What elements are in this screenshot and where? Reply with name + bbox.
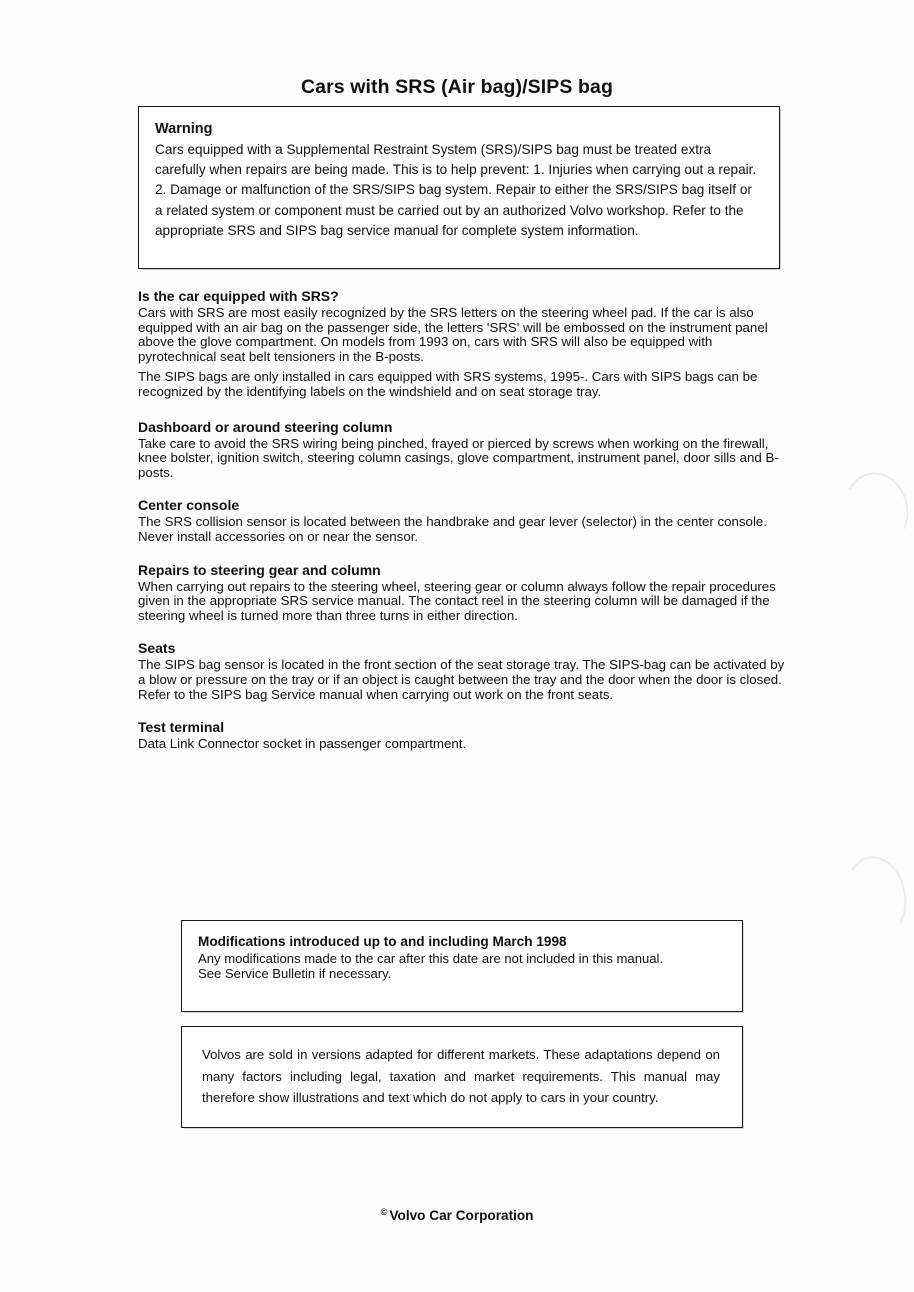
page-footer <box>0 1207 914 1223</box>
section-test-terminal <box>138 719 790 752</box>
section-dashboard-or-around-steering-column <box>138 419 790 481</box>
modifications-notice-line-2: See Service Bulletin if necessary. <box>198 966 392 981</box>
markets-notice-box <box>181 1026 743 1128</box>
modifications-notice-box <box>181 920 743 1012</box>
section-paragraph: The SIPS bags are only installed in cars equipped with SRS systems, 1995-. Cars with SIPS bags can be recognized by the identifying labels on the windshield and on seat storage tray. <box>138 369 758 399</box>
warning-box <box>138 106 780 269</box>
section-heading: Is the car equipped with SRS? <box>138 288 339 304</box>
content-sections <box>138 288 790 764</box>
section-heading: Center console <box>138 497 240 514</box>
section-heading: Dashboard or around steering column <box>138 418 393 435</box>
section-paragraph: Cars with SRS are most easily recognized by the SRS letters on the steering wheel pad. If the car is also equipped with an air bag on the passenger side, the letters 'SRS' will be embossed on the instrument panel above the glove compartment. On models from 1993 on, cars with SRS will also be equipped with pyrotechnical seat belt tensioners in the B-posts. <box>138 305 768 364</box>
scan-artifact-arc-upper <box>837 465 914 553</box>
section-paragraph: The SIPS bag sensor is located in the front section of the seat storage tray. The SIPS-bag can be activated by a blow or pressure on the tray or if an object is caught between the tray and the door when the door is closed. Refer to the SIPS bag Service manual when carrying out work on the front seats. <box>138 657 785 702</box>
warning-body-text: Cars equipped with a Supplemental Restraint System (SRS)/SIPS bag must be treated extra carefully when repairs are being made. This is to help prevent: 1. Injuries when carrying out a repair. 2. Damage or malfunction of the SRS/SIPS bag system. Repair to either the SRS/SIPS bag itself or a related system or component must be carried out by an authorized Volvo workshop. Refer to the appropriate SRS and SIPS bag service manual for complete system information. <box>155 142 757 238</box>
section-paragraph: When carrying out repairs to the steering wheel, steering gear or column always follow the repair procedures given in the appropriate SRS service manual. The contact reel in the steering column will be damaged if the steering wheel is turned more than three turns in either direction. <box>138 578 776 623</box>
section-seats <box>138 640 790 702</box>
page-title: Cars with SRS (Air bag)/SIPS bag <box>300 76 613 98</box>
modifications-notice-line-1: Any modifications made to the car after this date are not included in this manual. <box>198 951 664 966</box>
modifications-notice-heading: Modifications introduced up to and including March 1998 <box>198 934 567 949</box>
scan-artifact-arc-lower <box>839 851 912 942</box>
section-heading: Test terminal <box>138 719 225 736</box>
footer-text: Volvo Car Corporation <box>389 1208 534 1223</box>
section-heading: Seats <box>138 640 176 657</box>
section-paragraph: The SRS collision sensor is located between the handbrake and gear lever (selector) in the center console. Never install accessories on or near the sensor. <box>138 514 767 544</box>
section-heading: Repairs to steering gear and column <box>138 561 381 578</box>
copyright-icon: © <box>380 1207 388 1218</box>
section-paragraph: Take care to avoid the SRS wiring being pinched, frayed or pierced by screws when working on the firewall, knee bolster, ignition switch, steering column casings, glove compartment, instrument panel, door sills and B-posts. <box>138 435 779 480</box>
section-repairs-to-steering-gear-and-column <box>138 562 790 624</box>
section-center-console <box>138 497 790 544</box>
section-paragraph: Data Link Connector socket in passenger compartment. <box>138 736 467 752</box>
section-is-the-car-equipped-with-srs <box>138 288 790 400</box>
markets-notice-text: Volvos are sold in versions adapted for different markets. These adaptations depend on many factors including legal, taxation and market requirements. This manual may therefore show illustrations and text which do not apply to cars in your country. <box>202 1047 720 1105</box>
warning-heading: Warning <box>155 121 213 137</box>
